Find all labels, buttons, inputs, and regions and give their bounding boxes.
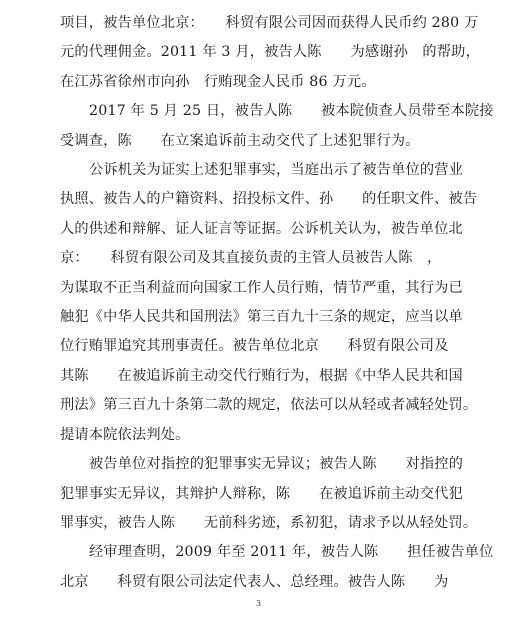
text-line-12: 位行贿罪追究其刑事责任。被告单位北京 科贸有限公司及 xyxy=(60,338,449,354)
text-line-15: 提请本院依法判处。 xyxy=(60,427,190,443)
text-line-2: 元的代理佣金。2011 年 3 月，被告人陈 为感谢孙 的帮助， xyxy=(60,44,480,60)
text-line-9: 京： 科贸有限公司及其直接负责的主管人员被告人陈 ， xyxy=(60,250,442,266)
text-line-6: 公诉机关为证实上述犯罪事实，当庭出示了被告单位的营业 xyxy=(89,162,464,178)
text-line-18: 罪事实，被告人陈 无前科劣迹，系初犯，请求予以从轻处罚。 xyxy=(60,515,478,531)
text-line-8: 人的供述和辩解、证人证言等证据。公诉机关认为，被告单位北 xyxy=(60,221,463,237)
text-line-1: 项目，被告单位北京： 科贸有限公司因而获得人民币约 280 万 xyxy=(60,15,479,31)
text-line-16: 被告单位对指控的犯罪事实无异议；被告人陈 对指控的 xyxy=(89,456,464,472)
text-line-5: 受调查，陈 在立案追诉前主动交代了上述犯罪行为。 xyxy=(60,133,420,149)
text-line-10: 为谋取不正当利益而向国家工作人员行贿，情节严重，其行为已 xyxy=(60,280,463,296)
page-number: 3 xyxy=(255,599,262,608)
text-line-17: 犯罪事实无异议，其辩护人辩称，陈 在被追诉前主动交代犯 xyxy=(60,486,463,502)
text-line-13: 其陈 在被追诉前主动交代行贿行为，根据《中华人民共和国 xyxy=(60,368,463,384)
text-line-11: 触犯《中华人民共和国刑法》第三百九十三条的规定，应当以单 xyxy=(60,309,463,325)
text-line-4: 2017 年 5 月 25 日，被告人陈 被本院侦查人员带至本院接 xyxy=(89,103,494,119)
text-line-20: 北京 科贸有限公司法定代表人、总经理。被告人陈 为 xyxy=(60,574,449,590)
text-line-7: 执照、被告人的户籍资料、招投标文件、孙 的任职文件、被告 xyxy=(60,191,478,207)
text-line-3: 在江苏省徐州市向孙 行贿现金人民币 86 万元。 xyxy=(60,74,376,90)
text-line-19: 经审理查明，2009 年至 2011 年，被告人陈 担任被告单位 xyxy=(89,544,494,560)
text-line-14: 刑法》第三百九十条第二款的规定，依法可以从轻或者减轻处罚。 xyxy=(60,397,478,413)
